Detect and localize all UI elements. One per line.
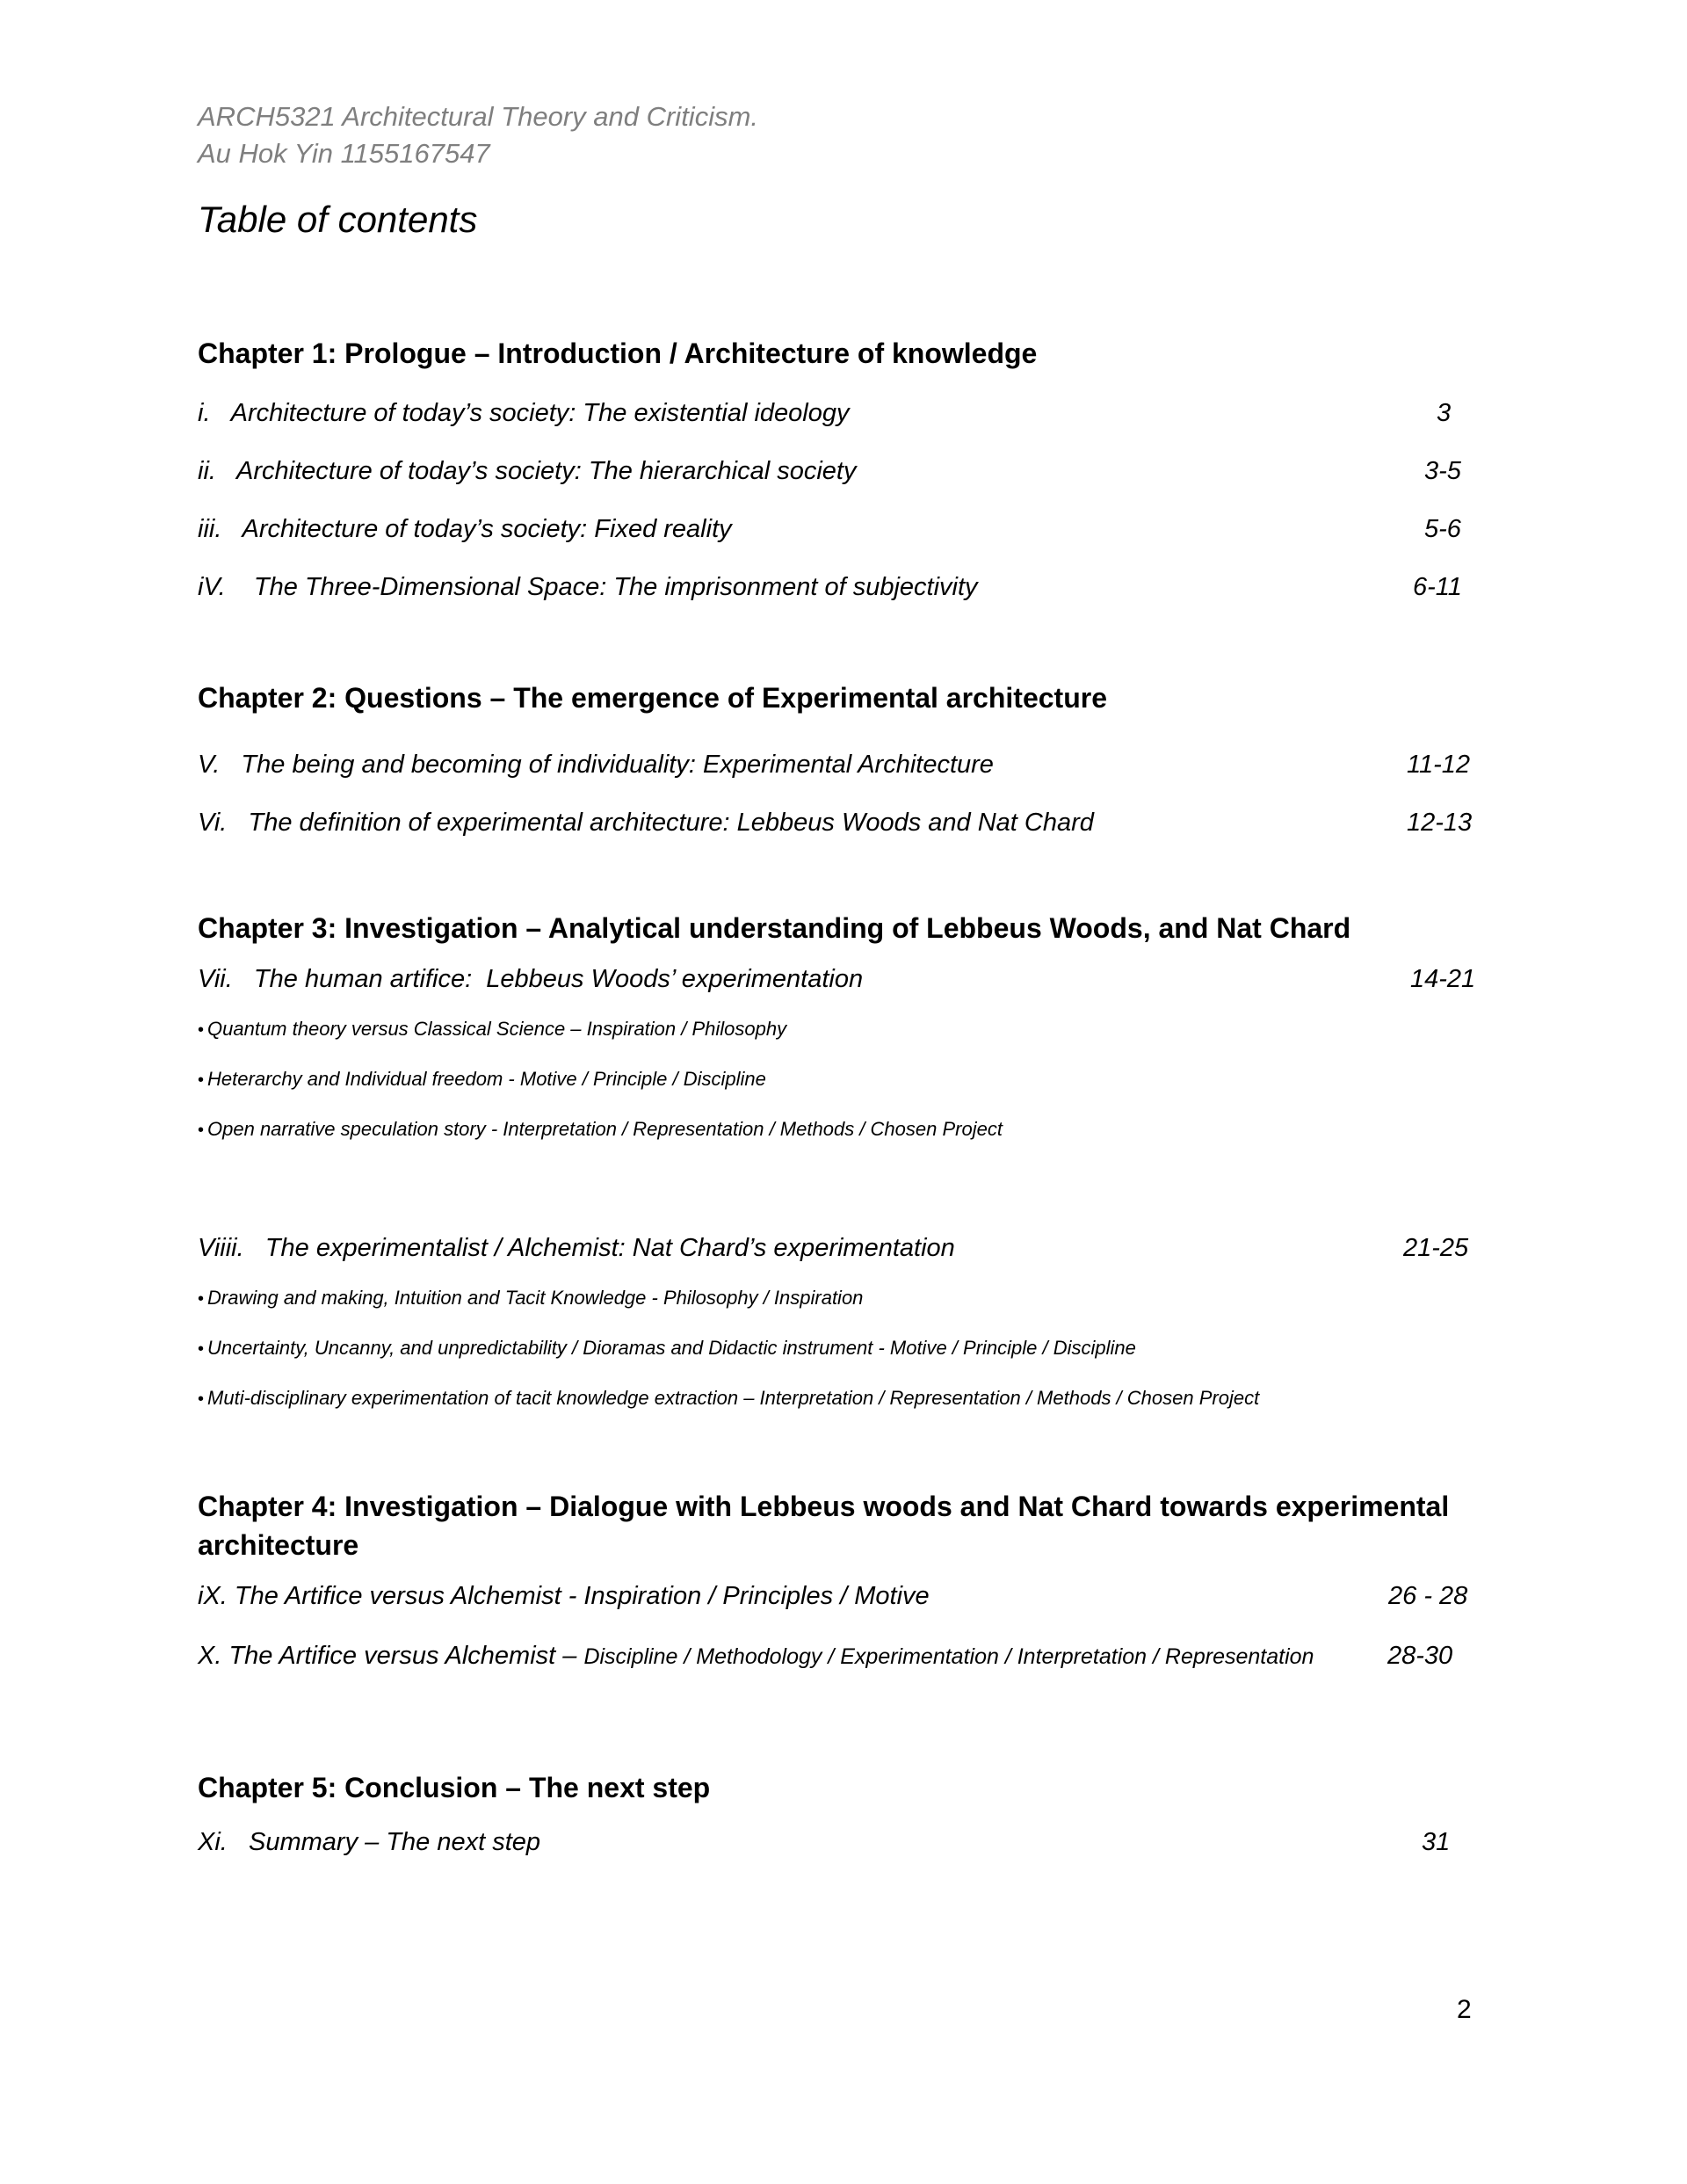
entry-pages: 11-12 [1407,751,1471,779]
page-number: 2 [1457,1995,1472,2024]
toc-entry [198,399,1481,434]
chapter-title: Chapter 4: Investigation – Dialogue with Lebbeus woods and Nat Chard towards experimental [198,1491,1450,1522]
entry-pages: 31 [1422,1828,1451,1856]
entry-pages: 5-6 [1424,515,1461,543]
entry-pages: 6-11 [1413,573,1462,601]
toc-bullet: • Heterarchy and Individual freedom - Motive / Principle / Discipline [198,1068,766,1090]
chapter-1 [198,334,1481,608]
chapter-title: Chapter 1: Prologue – Introduction / Architecture of knowledge [198,337,1038,369]
toc-entry [198,1642,1481,1677]
toc-entry [198,1234,1481,1269]
chapter-4 [198,1487,1481,1677]
entry-label: iX. The Artifice versus Alchemist - Inspiration / Principles / Motive [198,1582,930,1610]
toc-entry [198,751,1481,786]
toc-bullet: • Muti-disciplinary experimentation of tacit knowledge extraction – Interpretation / Representation / Methods / Chosen Project [198,1387,1260,1409]
entry-label: X. The Artifice versus Alchemist – Discipline / Methodology / Experimentation / Interpretation / Representation [198,1642,1314,1670]
toc-bullet: • Quantum theory versus Classical Science – Inspiration / Philosophy [198,1018,787,1040]
entry-label: Vi. The definition of experimental architecture: Lebbeus Woods and Nat Chard [198,809,1094,837]
entry-pages: 28-30 [1387,1642,1453,1670]
chapter-title: Chapter 5: Conclusion – The next step [198,1772,711,1803]
entry-pages: 3 [1437,399,1452,427]
entry-pages: 14-21 [1410,965,1476,993]
entry-label: V. The being and becoming of individuality: Experimental Architecture [198,751,994,779]
entry-label: ii. Architecture of today’s society: The hierarchical society [198,457,857,485]
entry-label: iii. Architecture of today’s society: Fixed reality [198,515,732,543]
toc-bullet: • Drawing and making, Intuition and Tacit Knowledge - Philosophy / Inspiration [198,1287,864,1309]
entry-pages: 21-25 [1403,1234,1469,1262]
chapter-2 [198,678,1481,844]
chapter-3-part-2 [198,1234,1481,1412]
entry-pages: 3-5 [1424,457,1461,485]
chapter-5 [198,1768,1481,1863]
toc-entry [198,1582,1481,1617]
author-line: Au Hok Yin 1155167547 [198,138,490,169]
chapter-3 [198,909,1481,1143]
toc-entry [198,457,1481,492]
entry-pages: 26 - 28 [1388,1582,1468,1610]
toc-heading: Table of contents [198,199,478,240]
toc-entry [198,965,1481,1000]
entry-label: iV. The Three-Dimensional Space: The imprisonment of subjectivity [198,573,978,601]
entry-pages: 12-13 [1407,809,1473,837]
entry-label: Viiii. The experimentalist / Alchemist: Nat Chard’s experimentation [198,1234,955,1262]
toc-bullet: • Open narrative speculation story - Interpretation / Representation / Methods / Chosen Project [198,1118,1003,1140]
document-header [198,98,758,172]
course-title: ARCH5321 Architectural Theory and Criticism. [198,101,759,132]
chapter-title-continued: architecture [198,1529,359,1561]
entry-label: i. Architecture of today’s society: The existential ideology [198,399,850,427]
toc-entry [198,573,1481,608]
toc-bullet: • Uncertainty, Uncanny, and unpredictability / Dioramas and Didactic instrument - Motive / Principle / Discipline [198,1337,1136,1359]
chapter-title: Chapter 3: Investigation – Analytical understanding of Lebbeus Woods, and Nat Chard [198,912,1351,944]
entry-label: Xi. Summary – The next step [198,1828,541,1856]
toc-entry [198,1828,1481,1863]
toc-entry [198,515,1481,550]
chapter-title: Chapter 2: Questions – The emergence of Experimental architecture [198,682,1107,714]
entry-label: Vii. The human artifice: Lebbeus Woods’ experimentation [198,965,864,993]
toc-entry [198,809,1481,844]
